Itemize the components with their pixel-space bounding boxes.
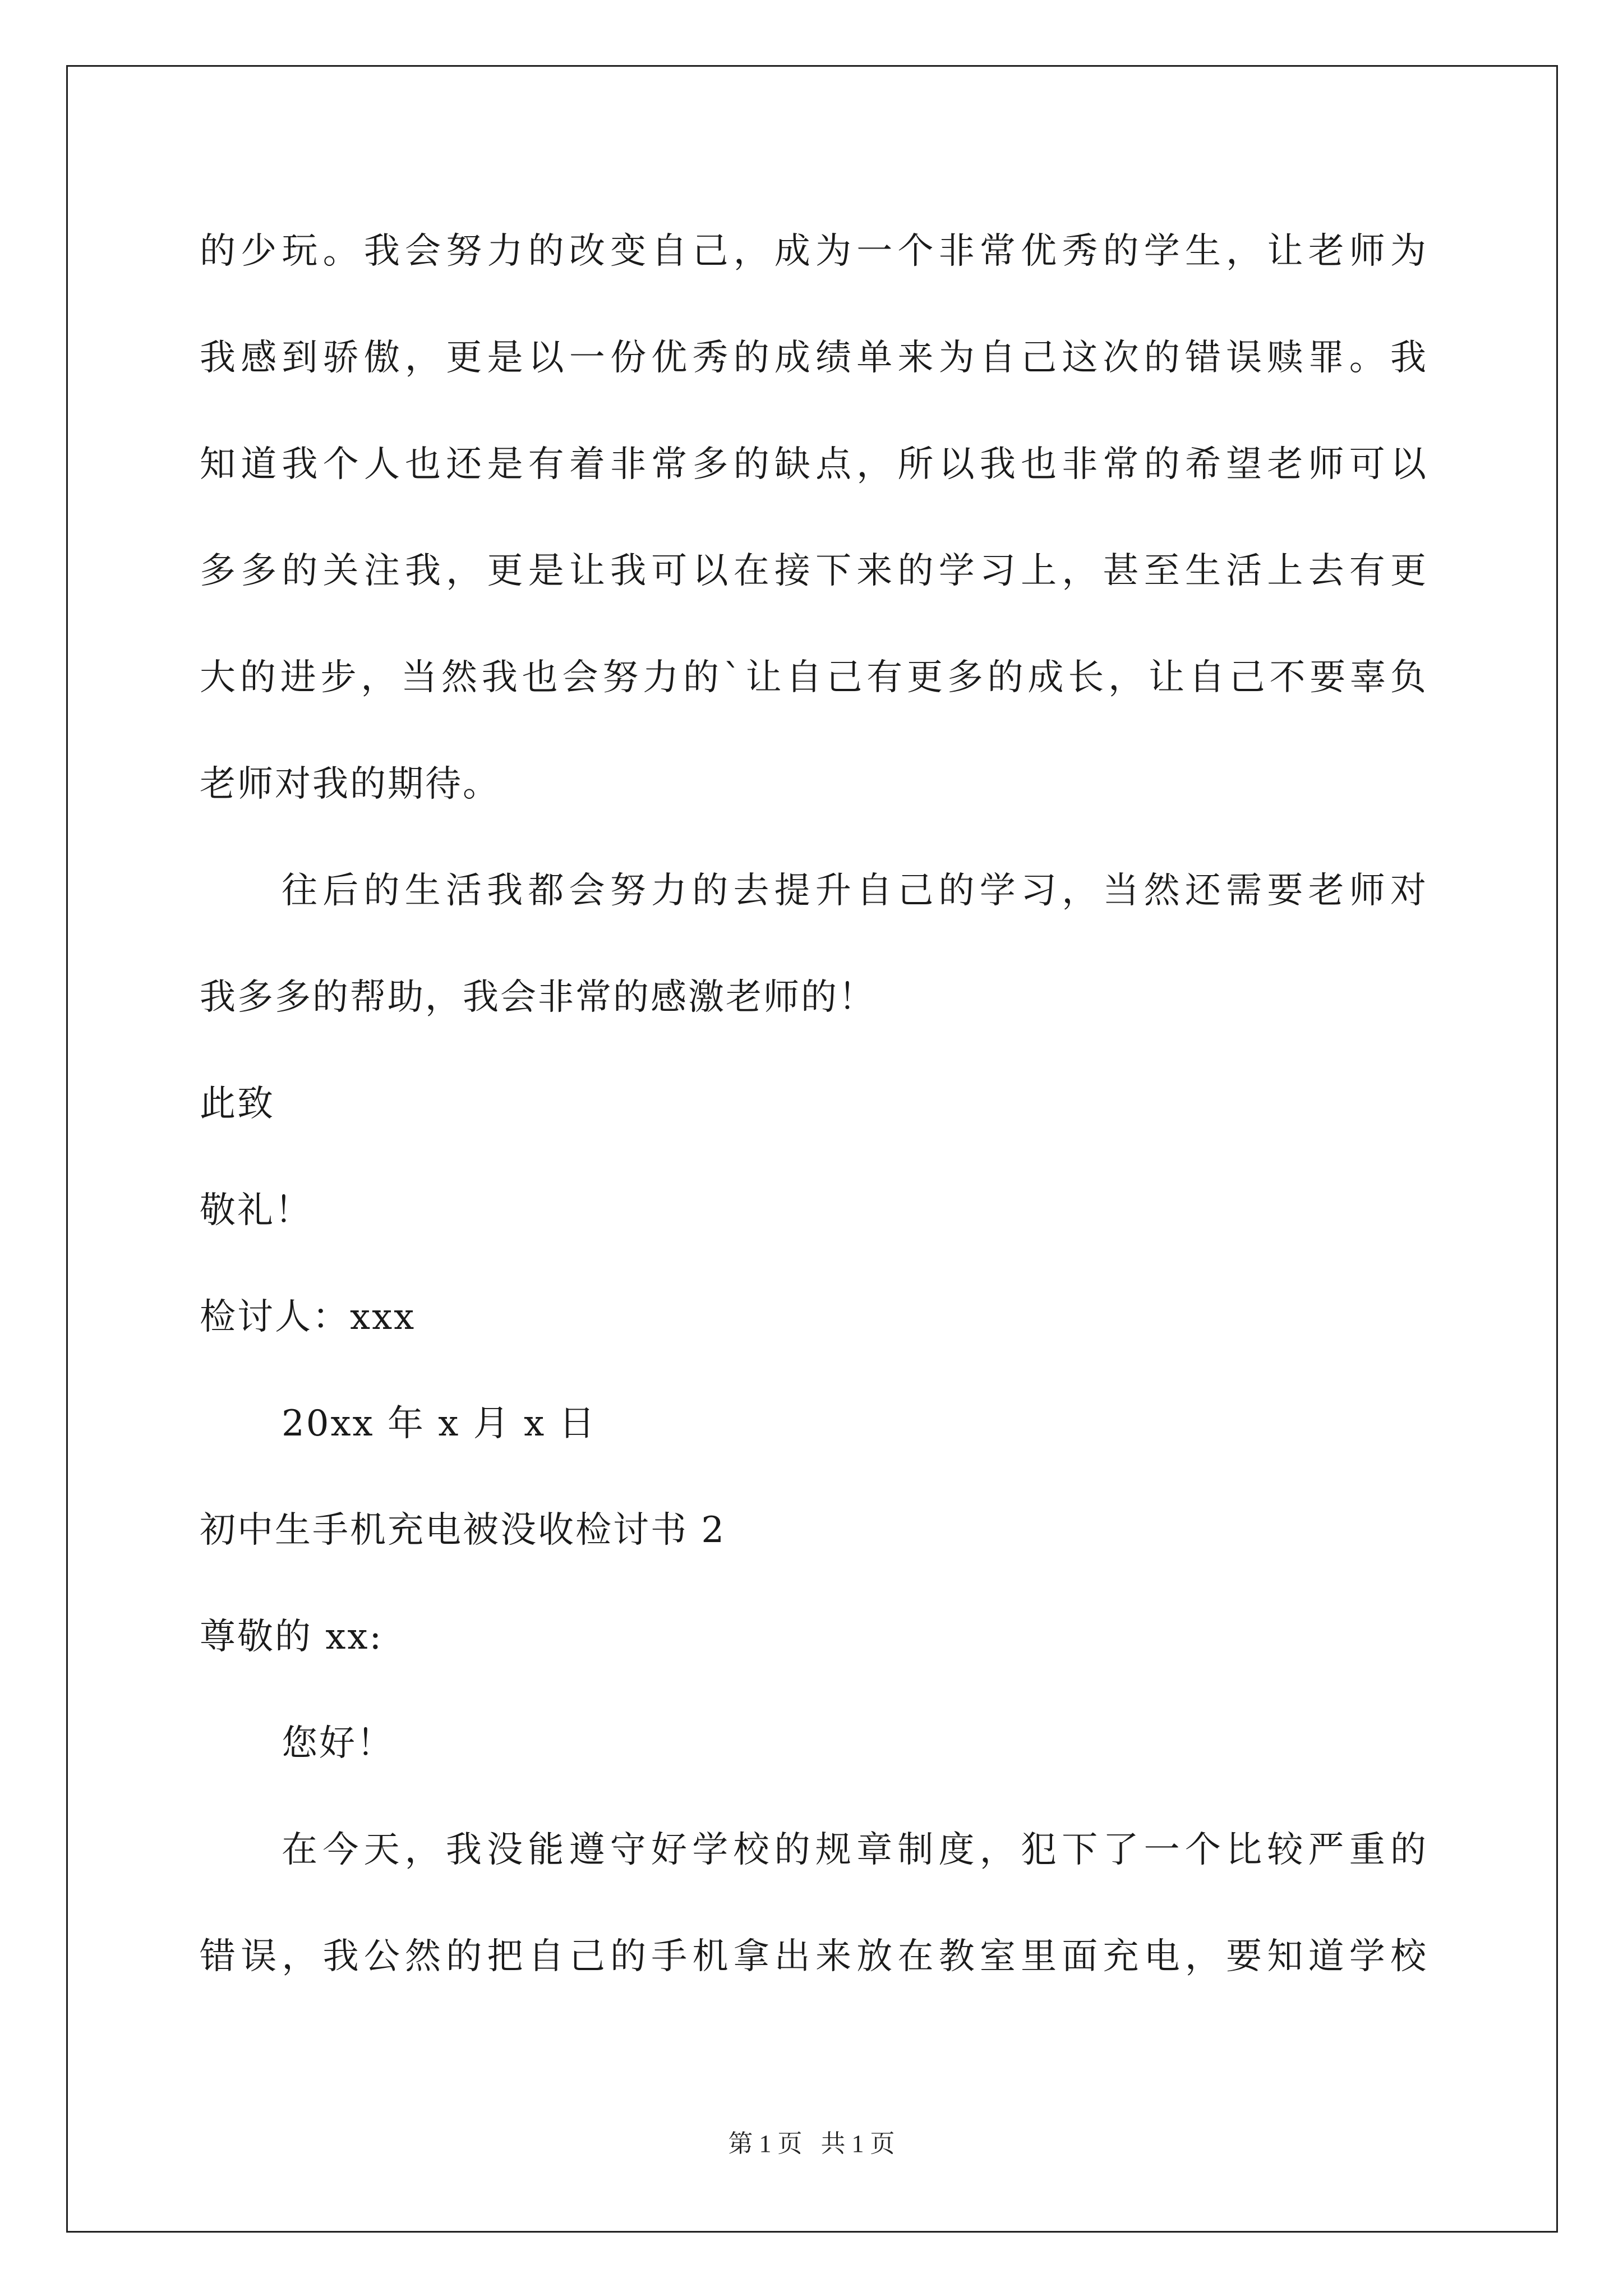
text-line: 往后的生活我都会努力的去提升自己的学习，当然还需要老师对 bbox=[282, 870, 1428, 912]
text-line: 我感到骄傲，更是以一份优秀的成绩单来为自己这次的错误赎罪。我 bbox=[200, 337, 1428, 379]
salute-text: 敬礼！ bbox=[200, 1190, 312, 1231]
page-border bbox=[66, 65, 1558, 2233]
text-line: 老师对我的期待。 bbox=[200, 763, 500, 805]
text-line: 多多的关注我，更是让我可以在接下来的学习上，甚至生活上去有更 bbox=[200, 550, 1428, 592]
text-line: 我多多的帮助，我会非常的感激老师的！ bbox=[200, 977, 876, 1018]
greeting-text: 尊敬的 xx: bbox=[200, 1616, 384, 1658]
page-number-label: 第 1 页 共 1 页 bbox=[728, 2130, 895, 2157]
text-line: 错误，我公然的把自己的手机拿出来放在教室里面充电，要知道学校 bbox=[200, 1936, 1428, 1977]
signer-text: 检讨人：xxx bbox=[200, 1296, 416, 1338]
text-line: 大的进步，当然我也会努力的`让自己有更多的成长，让自己不要辜负 bbox=[200, 657, 1428, 698]
hello-text: 您好！ bbox=[282, 1723, 394, 1764]
text-line: 的少玩。我会努力的改变自己，成为一个非常优秀的学生，让老师为 bbox=[200, 231, 1428, 272]
section-title: 初中生手机充电被没收检讨书 2 bbox=[200, 1510, 726, 1551]
closing-text: 此致 bbox=[200, 1083, 275, 1125]
date-text: 20xx 年 x 月 x 日 bbox=[282, 1403, 597, 1444]
text-line: 知道我个人也还是有着非常多的缺点，所以我也非常的希望老师可以 bbox=[200, 444, 1428, 485]
page-footer bbox=[0, 2132, 1623, 2156]
text-line: 在今天，我没能遵守好学校的规章制度，犯下了一个比较严重的 bbox=[282, 1829, 1428, 1871]
